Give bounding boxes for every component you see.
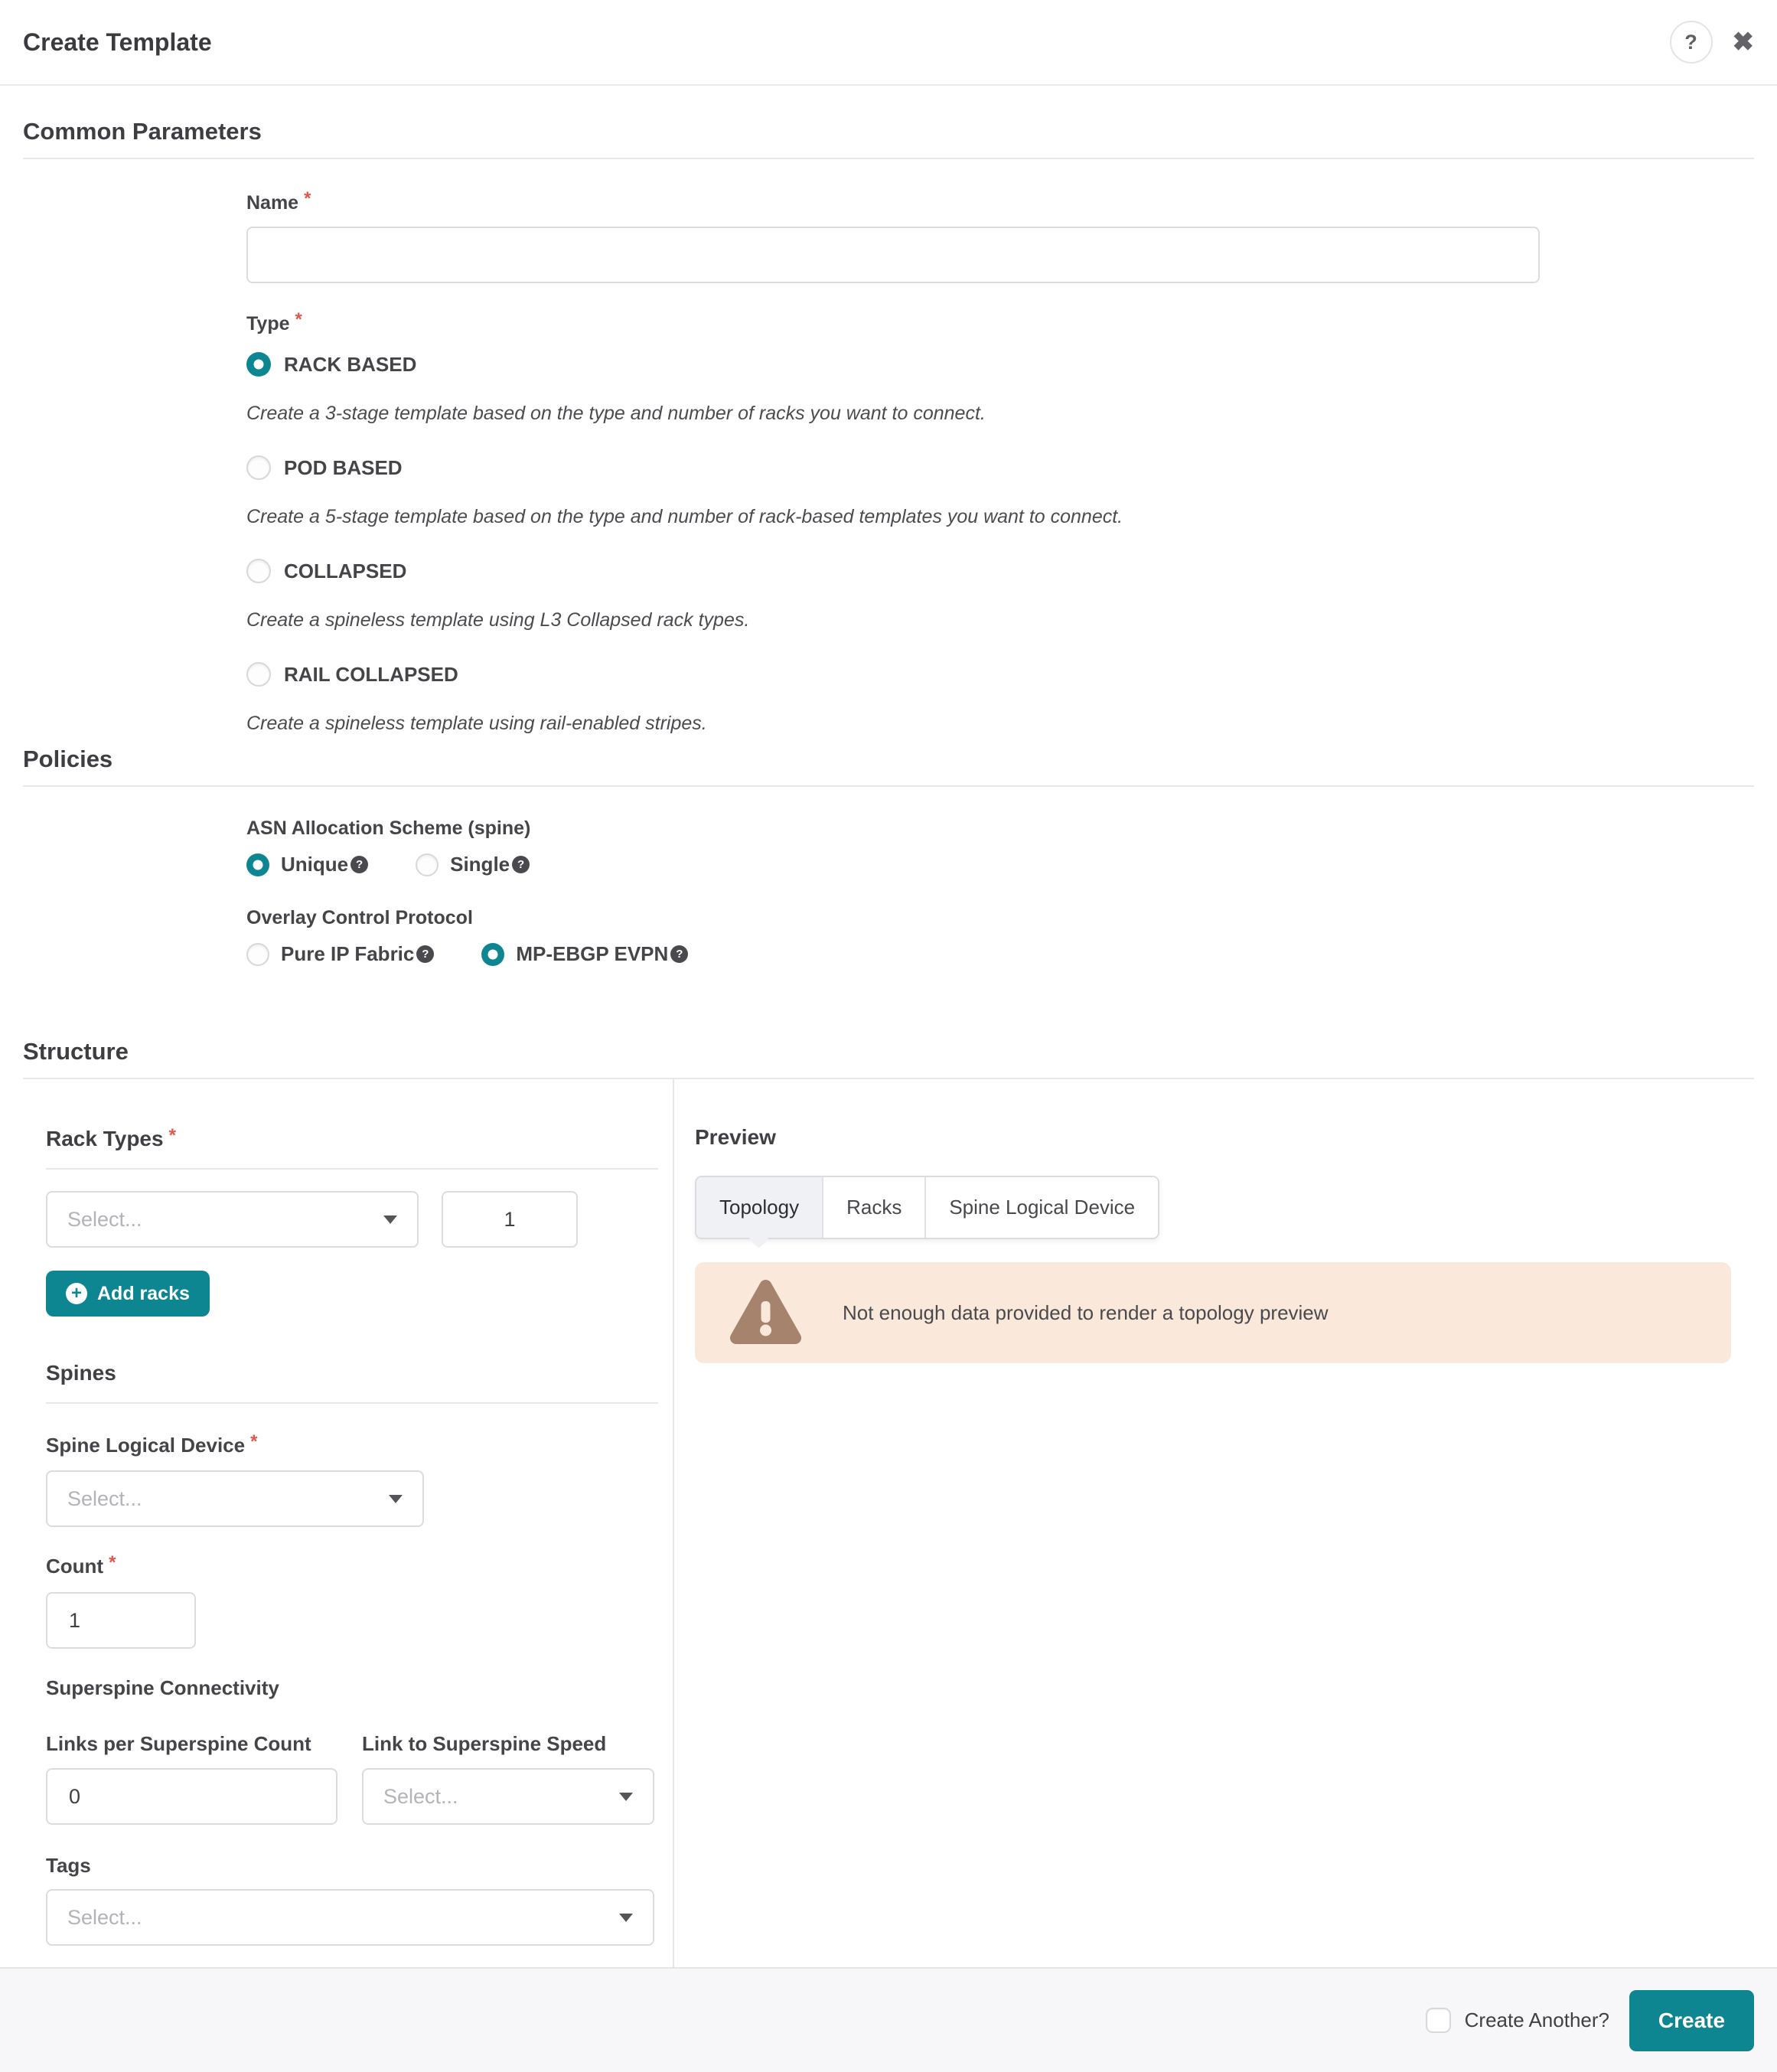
radio-collapsed[interactable] — [246, 559, 271, 583]
type-option-pod-based[interactable] — [246, 455, 1754, 480]
type-option-collapsed[interactable] — [246, 559, 1754, 583]
required-asterisk: * — [250, 1431, 258, 1452]
radio-label[interactable]: RAIL COLLAPSED — [284, 662, 458, 686]
chevron-down-icon — [619, 1793, 633, 1801]
radio-single[interactable] — [416, 853, 439, 876]
radio-unique[interactable] — [246, 853, 269, 876]
tab-topology[interactable]: Topology — [696, 1177, 822, 1238]
asn-option-single[interactable] — [416, 853, 530, 876]
dialog-header — [0, 0, 1777, 86]
add-racks-label: Add racks — [97, 1282, 190, 1304]
structure-form-column — [23, 1079, 674, 1967]
plus-circle-icon: + — [66, 1283, 87, 1304]
structure-columns — [23, 1079, 1754, 1967]
tab-spine-logical-device[interactable]: Spine Logical Device — [924, 1177, 1158, 1238]
help-icon[interactable]: ? — [670, 945, 688, 963]
preview-title: Preview — [695, 1125, 776, 1149]
required-asterisk: * — [109, 1552, 116, 1573]
links-per-superspine-label: Links per Superspine Count — [46, 1732, 311, 1755]
overlay-option-mp-ebgp-evpn[interactable] — [481, 942, 688, 966]
radio-label[interactable]: Unique — [281, 853, 349, 876]
page-title: Create Template — [23, 28, 212, 56]
spine-logical-device-select[interactable] — [46, 1470, 424, 1527]
asn-allocation-label: ASN Allocation Scheme (spine) — [246, 817, 531, 839]
type-option-desc: Create a spineless template using L3 Collapsed rack types. — [246, 609, 750, 631]
rack-types-label: Rack Types * — [46, 1125, 176, 1150]
required-asterisk: * — [168, 1125, 176, 1146]
dialog-body — [0, 86, 1777, 1967]
count-input[interactable] — [46, 1592, 196, 1649]
radio-mp-ebgp-evpn[interactable] — [481, 943, 504, 966]
radio-label[interactable]: Single — [450, 853, 510, 876]
asn-allocation-options — [246, 853, 1754, 876]
help-icon[interactable]: ? — [416, 945, 434, 963]
tags-label: Tags — [46, 1854, 91, 1877]
select-placeholder: Select... — [67, 1905, 142, 1929]
topology-warning-banner — [695, 1262, 1731, 1363]
link-to-superspine-speed-label: Link to Superspine Speed — [362, 1732, 607, 1755]
tags-select[interactable] — [46, 1889, 654, 1946]
link-speed-field — [362, 1732, 654, 1825]
create-another-checkbox[interactable] — [1426, 2008, 1451, 2033]
warning-triangle-icon — [729, 1278, 803, 1347]
type-option-rack-based[interactable] — [246, 352, 1754, 377]
rack-type-row — [46, 1191, 673, 1248]
radio-label[interactable]: COLLAPSED — [284, 559, 407, 582]
rack-count-input[interactable] — [442, 1191, 578, 1248]
overlay-option-pure-ip-fabric[interactable] — [246, 942, 434, 966]
name-input[interactable] — [246, 227, 1540, 283]
help-button[interactable] — [1670, 21, 1713, 64]
radio-label[interactable]: Pure IP Fabric — [281, 942, 415, 965]
select-placeholder: Select... — [383, 1784, 458, 1808]
radio-label[interactable]: MP-EBGP EVPN — [516, 942, 669, 965]
help-icon[interactable]: ? — [512, 856, 530, 873]
required-asterisk: * — [304, 188, 311, 209]
radio-pure-ip-fabric[interactable] — [246, 943, 269, 966]
links-per-superspine-field — [46, 1732, 362, 1825]
help-icon[interactable]: ? — [351, 856, 368, 873]
select-placeholder: Select... — [67, 1207, 142, 1231]
preview-column — [674, 1079, 1754, 1967]
type-option-rail-collapsed[interactable] — [246, 662, 1754, 687]
section-structure: Structure — [23, 1038, 1754, 1079]
superspine-connectivity-label: Superspine Connectivity — [46, 1676, 279, 1699]
radio-label[interactable]: POD BASED — [284, 455, 403, 479]
radio-pod-based[interactable] — [246, 455, 271, 480]
asn-option-unique[interactable] — [246, 853, 368, 876]
divider — [46, 1168, 658, 1170]
link-to-superspine-speed-select[interactable] — [362, 1768, 654, 1825]
divider — [46, 1402, 658, 1404]
chevron-down-icon — [619, 1914, 633, 1922]
count-label: Count * — [46, 1552, 116, 1578]
active-tab-caret — [748, 1228, 769, 1248]
required-asterisk: * — [295, 309, 302, 330]
preview-tabs — [695, 1176, 1159, 1239]
overlay-protocol-options — [246, 942, 1754, 966]
tab-racks[interactable]: Racks — [822, 1177, 924, 1238]
type-option-desc: Create a spineless template using rail-enabled stripes. — [246, 713, 707, 734]
spine-logical-device-label: Spine Logical Device * — [46, 1431, 258, 1457]
radio-rack-based[interactable] — [246, 352, 271, 377]
create-button[interactable]: Create — [1629, 1990, 1754, 2051]
question-icon: ? — [1684, 30, 1697, 54]
add-racks-button[interactable] — [46, 1271, 210, 1317]
section-common-parameters: Common Parameters — [23, 118, 1754, 159]
section-policies: Policies — [23, 746, 1754, 787]
spines-label: Spines — [46, 1361, 116, 1385]
chevron-down-icon — [383, 1215, 397, 1224]
type-option-desc: Create a 3-stage template based on the type and number of racks you want to connect. — [246, 403, 986, 424]
warning-text: Not enough data provided to render a topology preview — [843, 1300, 1329, 1324]
type-option-desc: Create a 5-stage template based on the type and number of rack-based templates you want to connect. — [246, 506, 1123, 527]
header-actions — [1670, 21, 1755, 64]
radio-rail-collapsed[interactable] — [246, 662, 271, 687]
links-per-superspine-input[interactable] — [46, 1768, 337, 1825]
chevron-down-icon — [389, 1495, 403, 1503]
policies-fields — [246, 817, 1754, 966]
dialog-footer — [0, 1967, 1777, 2072]
overlay-protocol-label: Overlay Control Protocol — [246, 907, 473, 928]
superspine-fields-row — [46, 1732, 673, 1825]
type-label: Type * — [246, 309, 302, 334]
radio-label[interactable]: RACK BASED — [284, 352, 417, 376]
select-placeholder: Select... — [67, 1486, 142, 1510]
create-another-label: Create Another? — [1464, 2008, 1609, 2031]
close-icon[interactable]: ✖ — [1732, 28, 1754, 57]
name-label: Name * — [246, 188, 311, 214]
common-parameters-fields — [246, 188, 1754, 735]
rack-type-select[interactable] — [46, 1191, 419, 1248]
